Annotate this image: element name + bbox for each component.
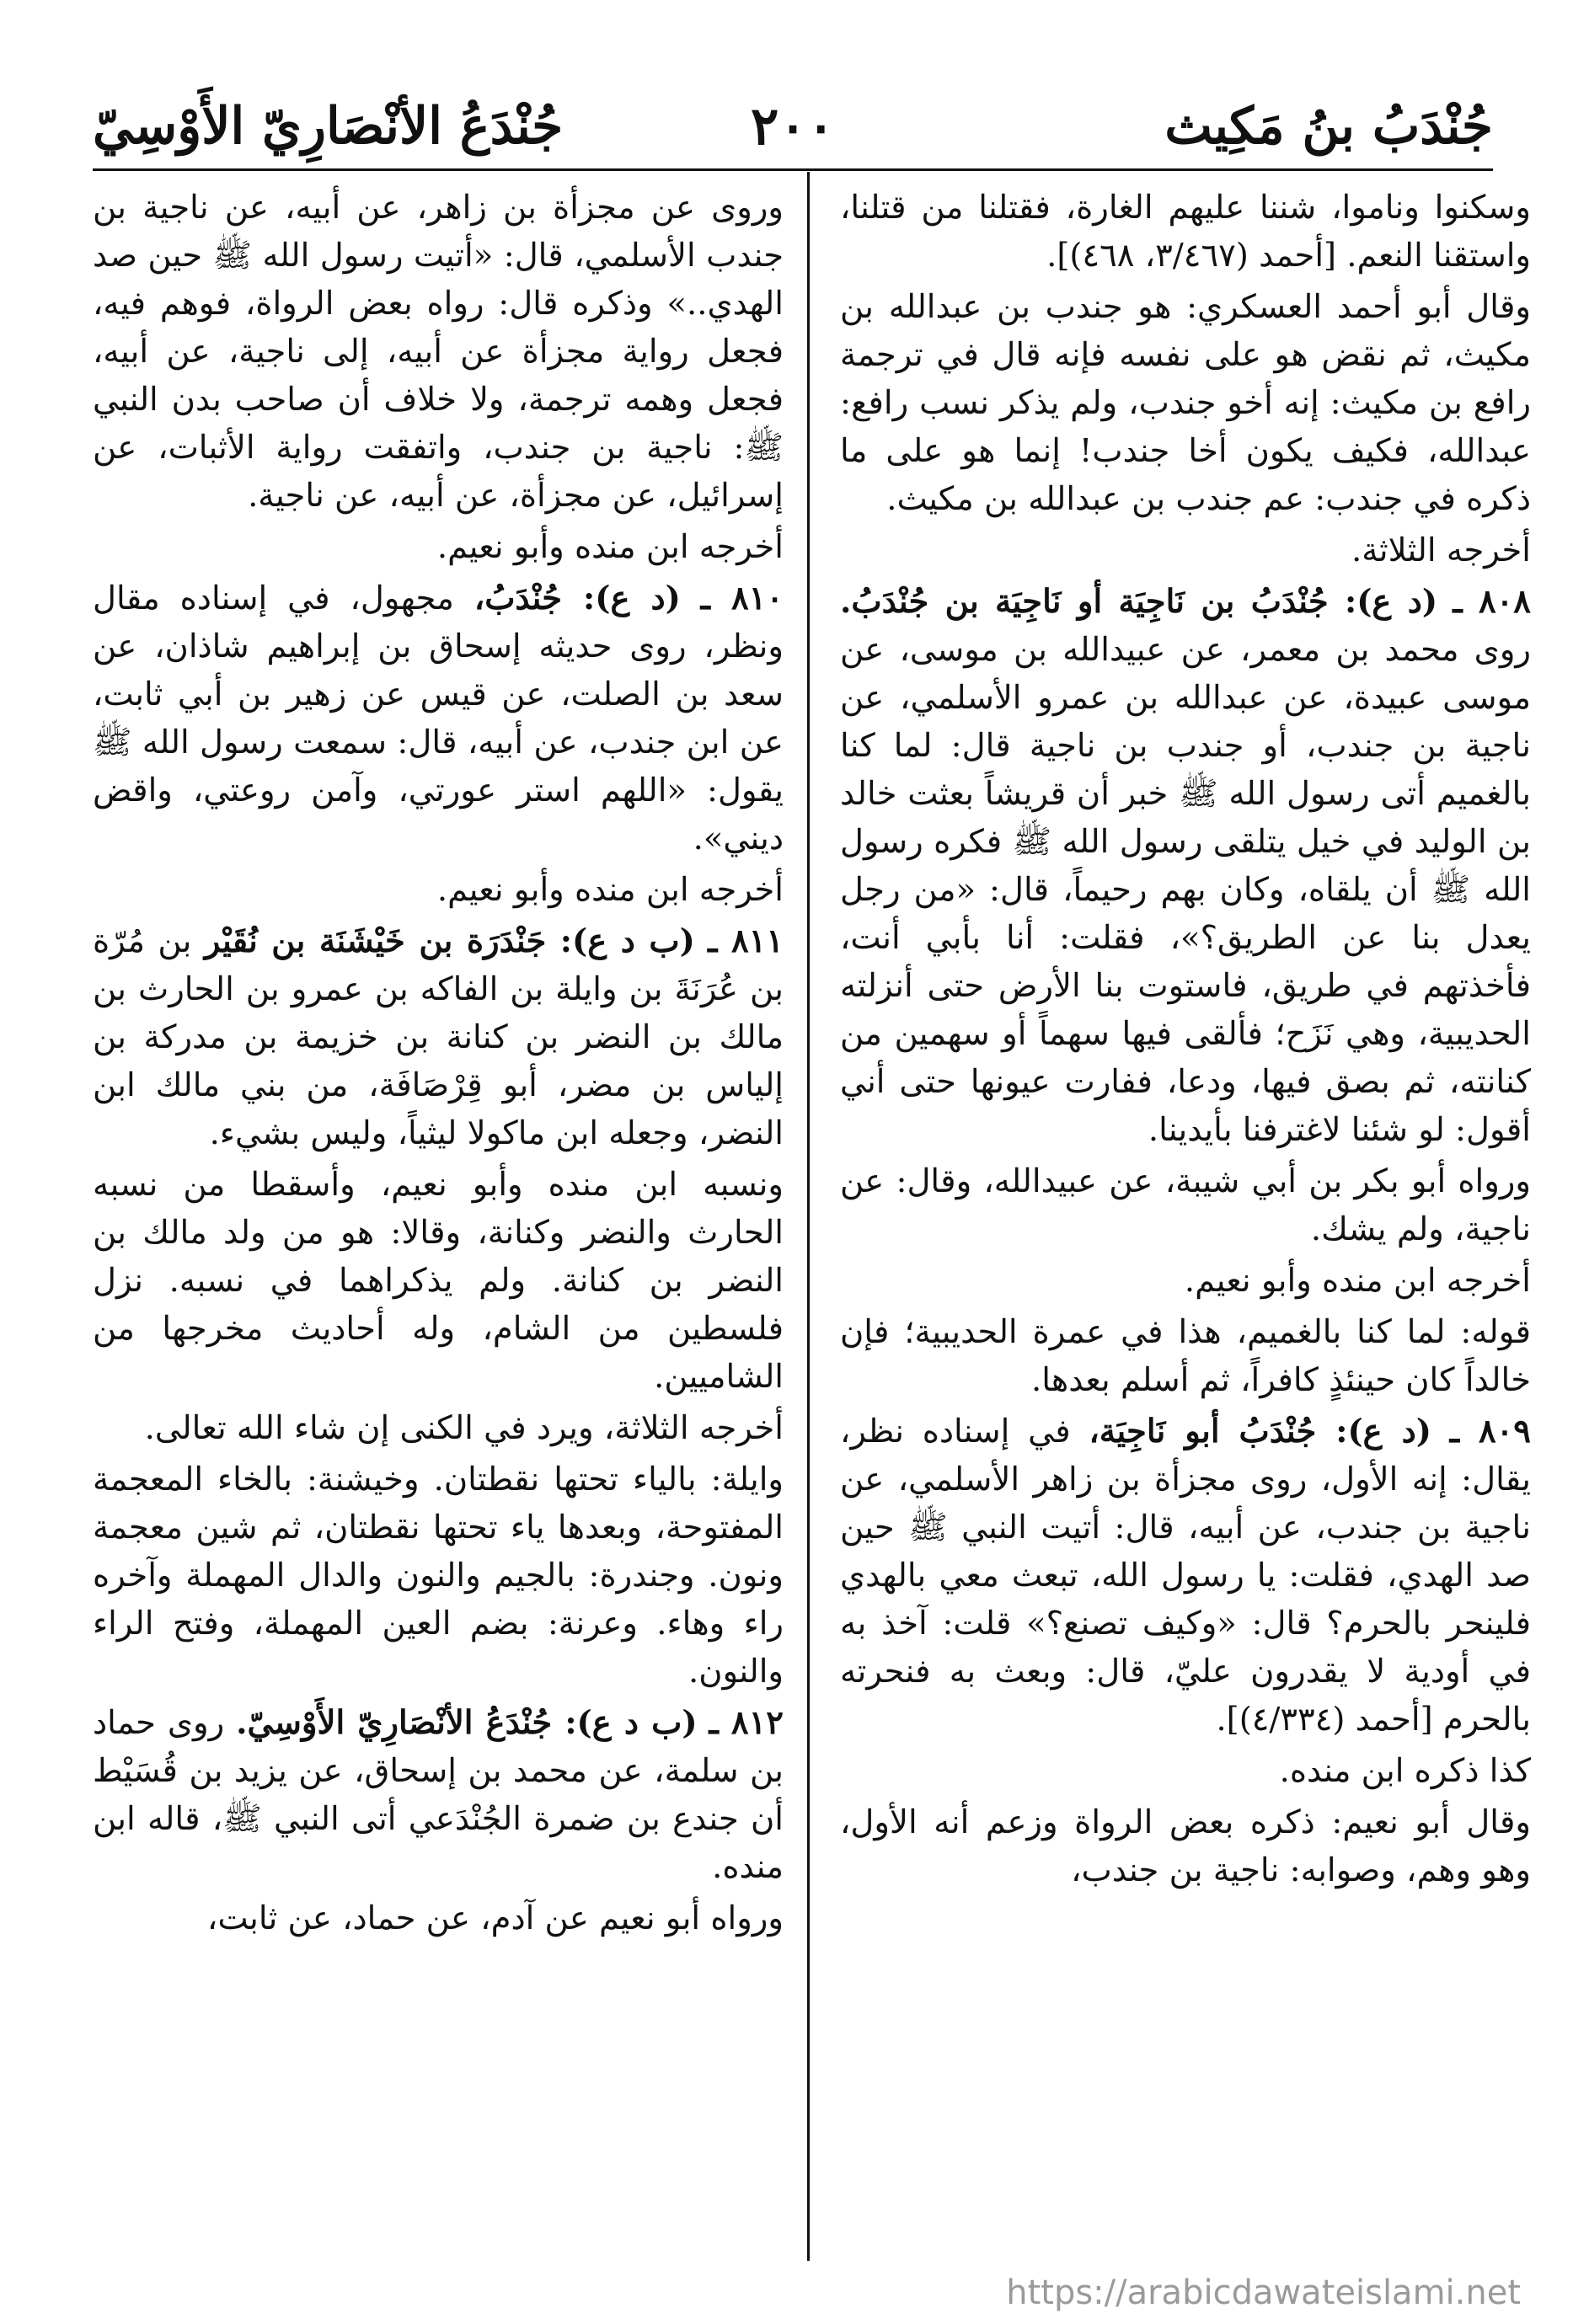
entry-heading: (د ع): جُنْدَبُ أبو نَاجِيَة، [1089,1413,1431,1450]
running-head-right: جُنْدَبُ بنُ مَكِيث [1164,97,1493,156]
paragraph: ورواه أبو نعيم عن آدم، عن حماد، عن ثابت، [206,1899,784,1937]
entry-812 [93,1699,784,1891]
entry-body: في إسناده نظر، يقال: إنه الأول، روى مجزأة بن زاهر الأسلمي، عن ناجية بن جندب، عن أبيه، قال: أتيت النبي ﷺ حين صد الهدي، فقلت: يا رسول الله، تبعث معي بالهدي فلينحر بالحرم؟ قال: «وكيف تصنع؟» قلت: آخذ به في أودية لا يقدرون عليّ، قال: وبعث به فنحرته بالحرم [أحمد (٤/٣٣٤)]. [840,1413,1531,1739]
entry-811 [93,917,784,1157]
entry-body: روى حماد بن سلمة، عن محمد بن إسحاق، عن يزيد بن قُسَيْط أن جندع بن ضمرة الجُنْدَعي أتى النبي ﷺ، قاله ابن منده. [93,1704,784,1886]
entry-number: ٨١٠ ـ [700,580,784,617]
entry-number: ٨٠٨ ـ [1453,583,1531,621]
entry-body: مجهول، في إسناده مقال ونظر، روى حديثه إسحاق بن إبراهيم شاذان، عن سعد بن الصلت، عن قيس عن زهير بن أبي ثابت، عن ابن جندب، عن أبيه، قال: سمعت رسول الله ﷺ يقول: «اللهم استر عورتي، وآمن روعتي، واقض ديني». [93,580,784,857]
paragraph: وقال أبو أحمد العسكري: هو جندب بن عبدالله بن مكيث، ثم نقض هو على نفسه فإنه قال في ترجمة رافع بن مكيث: إنه أخو جندب، ولم يذكر نسب رافع: عبدالله، فكيف يكون أخا جندب! إنما هو على ما ذكره في جندب: عم جندب بن عبدالله بن مكيث. [840,288,1531,518]
header-rule [93,168,1493,171]
entry-heading: (ب د ع): جُنْدَعُ الأنْصَارِيّ الأَوْسِيّ. [236,1704,698,1742]
watermark-url: https://arabicdawateislami.net [1006,2273,1521,2312]
page-number: ٢٠٠ [751,95,835,157]
paragraph: أخرجه ابن منده وأبو نعيم. [436,528,784,566]
paragraph: أخرجه ابن منده وأبو نعيم. [436,871,784,909]
entry-809 [840,1408,1531,1744]
entry-body: روى محمد بن معمر، عن عبيدالله بن موسى، عن موسى عبيدة، عن عبدالله بن عمرو الأسلمي، عن ناجية بن جندب، أو جندب بن ناجية قال: لما كنا بالغميم أتى رسول الله ﷺ خبر أن قريشاً بعثت خالد بن الوليد في خيل يتلقى رسول الله ﷺ فكره رسول الله ﷺ أن يلقاه، وكان بهم رحيماً، قال: «من رجل يعدل بنا عن الطريق؟»، فقلت: أنا بأبي أنت، فأخذتهم في طريق، فاستوت بنا الأرض حتى أنزلته الحديبية، وهي نَزَح؛ فألقى فيها سهماً أو سهمين من كنانته، ثم بصق فيها، ودعا، ففارت عيونها حتى أني أقول: لو شئنا لاغترفنا بأيدينا. [840,631,1531,1149]
entry-heading: (ب د ع): جَنْدَرَة بن خَيْشَنَة بن نُقَيْر [204,922,695,960]
entry-body: بن مُرّة بن عُرَنَةَ بن وايلة بن الفاكه بن عمرو بن الحارث بن مالك بن النضر بن كنانة بن خزيمة بن مدركة بن إلياس بن مضر، أبو قِرْصَافَة، من بني مالك ابن النضر، وجعله ابن ماكولا ليثياً، وليس بشيء. [93,922,784,1152]
paragraph: ونسبه ابن منده وأبو نعيم، وأسقطا من نسبه الحارث والنضر وكنانة، وقالا: هو من ولد مالك بن النضر بن كنانة. ولم يذكراهما في نسبه. نزل فلسطين من الشام، وله أحاديث مخرجها من الشاميين. [93,1166,784,1396]
entry-number: ٨٠٩ ـ [1449,1413,1531,1450]
entry-808 [840,578,1531,1154]
paragraph: وروى عن مجزأة بن زاهر، عن أبيه، عن ناجية بن جندب الأسلمي، قال: «أتيت رسول الله ﷺ حين صد الهدي..» وذكره قال: رواه بعض الرواة، فوهم فيه، فجعل رواية مجزأة عن أبيه، إلى ناجية، عن أبيه، فجعل وهمه ترجمة، ولا خلاف أن صاحب بدن النبي ﷺ: ناجية بن جندب، واتفقت رواية الأثبات، عن إسرائيل، عن مجزأة، عن أبيه، عن ناجية. [93,189,784,515]
paragraph: ورواه أبو بكر بن أبي شيبة، عن عبيدالله، وقال: عن ناجية، ولم يشك. [840,1162,1531,1248]
page-header [93,88,1493,164]
entry-810 [93,574,784,863]
running-head-left: جُنْدَعُ الأنْصَارِيّ الأَوْسِيّ [93,97,564,156]
entry-number: ٨١١ ـ [708,922,784,960]
paragraph: أخرجه ابن منده وأبو نعيم. [1184,1262,1531,1300]
paragraph: قوله: لما كنا بالغميم، هذا في عمرة الحديبية؛ فإن خالداً كان حينئذٍ كافراً، ثم أسلم بعدها. [840,1313,1531,1399]
left-column [93,184,784,2264]
entry-heading: (د ع): جُنْدَبُ، [474,580,681,617]
paragraph: وسكنوا وناموا، شننا عليهم الغارة، فقتلنا من قتلنا، واستقنا النعم. [أحمد (٣/٤٦٧، ٤٦٨)]. [840,189,1531,275]
right-column [840,184,1531,2264]
entry-heading: (د ع): جُنْدَبُ بن نَاجِيَة أو نَاجِيَة بن جُنْدَبُ. [840,583,1438,621]
paragraph: وايلة: بالياء تحتها نقطتان. وخيشنة: بالخاء المعجمة المفتوحة، وبعدها ياء تحتها نقطتان، ثم شين معجمة ونون. وجندرة: بالجيم والنون والدال المهملة وآخره راء وهاء. وعرنة: بضم العين المهملة، وفتح الراء والنون. [93,1461,784,1691]
paragraph: أخرجه الثلاثة. [1351,532,1531,569]
paragraph: أخرجه الثلاثة، ويرد في الكنى إن شاء الله تعالى. [144,1409,784,1447]
paragraph: كذا ذكره ابن منده. [1279,1752,1531,1790]
entry-number: ٨١٢ ـ [709,1704,784,1742]
paragraph: وقال أبو نعيم: ذكره بعض الرواة وزعم أنه الأول، وهو وهم، وصوابه: ناجية بن جندب، [840,1803,1531,1889]
column-divider [807,172,810,2261]
